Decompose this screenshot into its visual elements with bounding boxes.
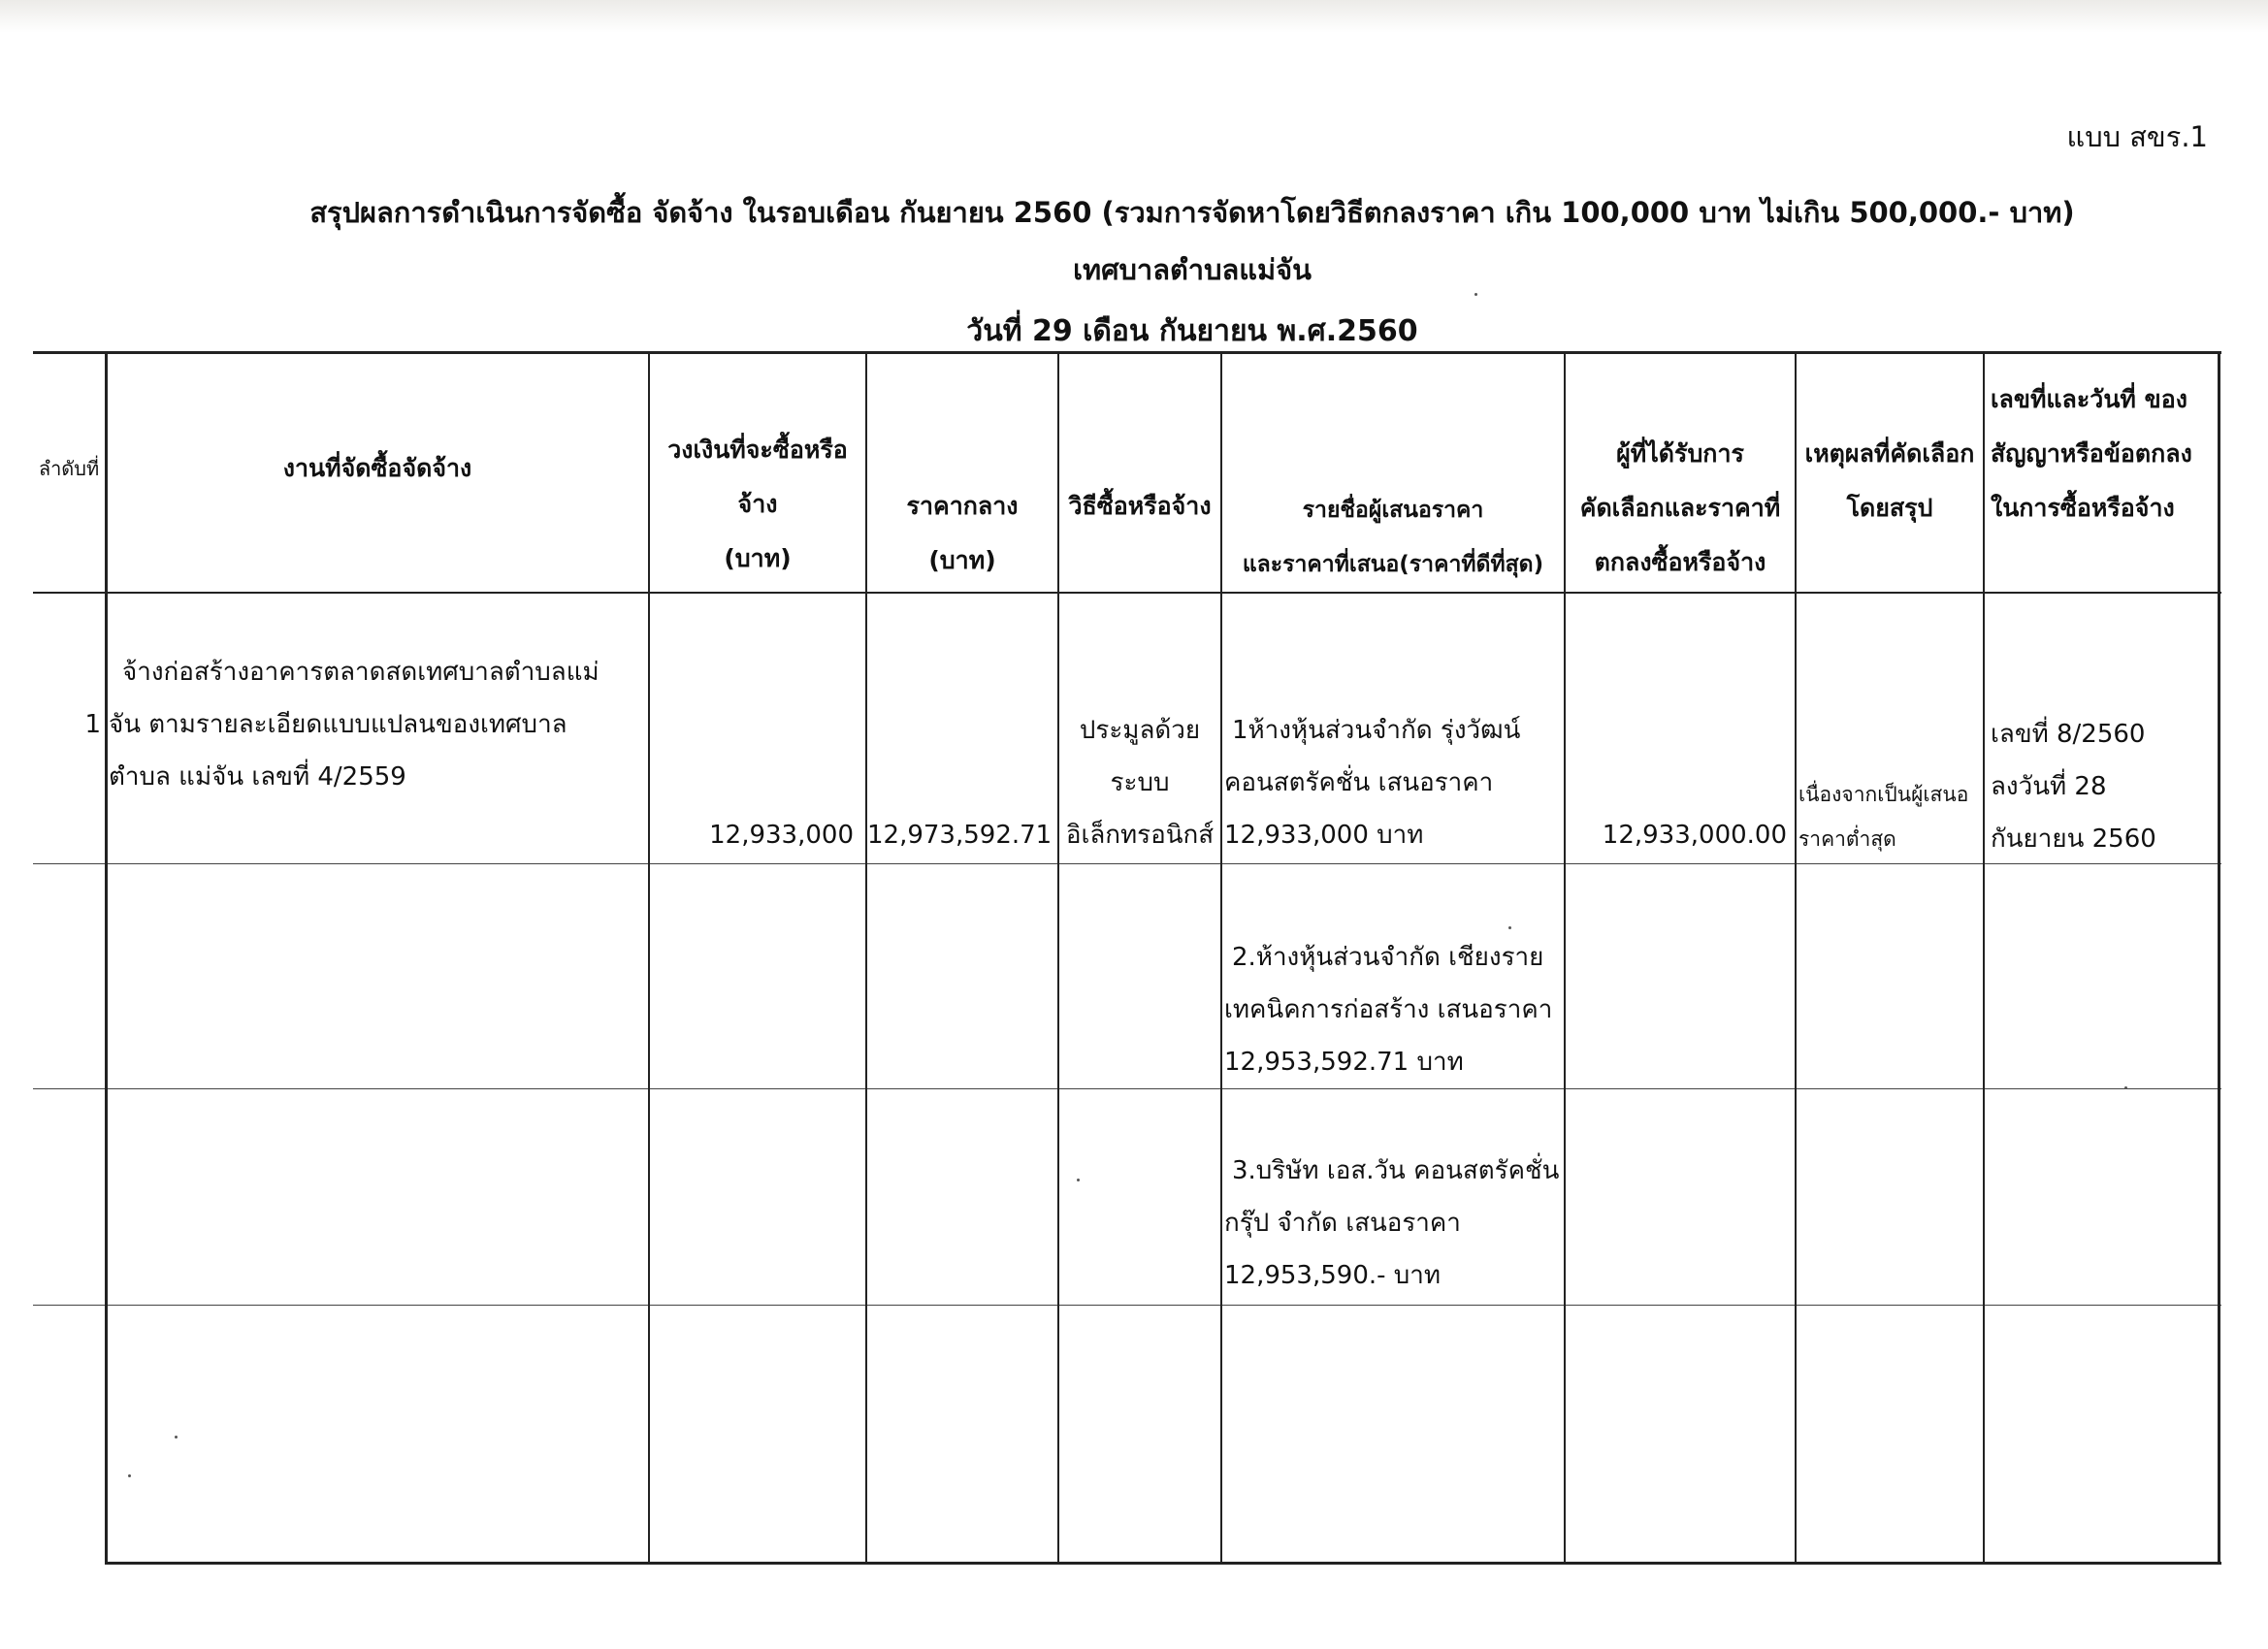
winner-price: 12,933,000.00 [1602, 821, 1787, 850]
median-price: 12,973,592.71 [867, 821, 1053, 850]
document-date: วันที่ 29 เดือน กันยายน พ.ศ.2560 [966, 314, 1418, 348]
bidder-1: 1ห้างหุ้นส่วนจำกัด รุ่งวัฒน์ คอนสตรัคชั่น เสนอราคา 12,933,000 บาท [1224, 716, 1521, 850]
organization-name: เทศบาลตำบลแม่จัน [1073, 253, 1312, 286]
contract-info: เลขที่ 8/2560 ลงวันที่ 28 กันยายน 2560 [1991, 720, 2156, 854]
scan-speck [2124, 1086, 2127, 1089]
row-divider [33, 1088, 2221, 1089]
row-divider [33, 1305, 2221, 1306]
header-contract: เลขที่และวันที่ ของ สัญญาหรือข้อตกลง ในการซื้อหรือจ้าง [1991, 385, 2192, 522]
scan-speck [175, 1436, 178, 1439]
row-divider [33, 863, 2221, 864]
scan-speck [1508, 926, 1511, 929]
table-border-right [2218, 351, 2220, 1565]
document-title: สรุปผลการดำเนินการจัดซื้อ จัดจ้าง ในรอบเดือน กันยายน 2560 (รวมการจัดหาโดยวิธีตกลงราคา เกิน 100,000 บาท ไม่เกิน 500,000.- บาท) [309, 196, 2075, 229]
procurement-work: จ้างก่อสร้างอาคารตลาดสดเทศบาลตำบลแม่ จัน ตามรายละเอียดแบบแปลนของเทศบาล ตำบล แม่จัน เลขที่ 4/2559 [109, 658, 599, 792]
budget-amount: 12,933,000 [709, 821, 854, 850]
header-winner: ผู้ที่ได้รับการ คัดเลือกและราคาที่ ตกลงซื้อหรือจ้าง [1579, 439, 1781, 576]
scan-speck [1474, 293, 1477, 296]
scan-speck [128, 1474, 131, 1477]
header-budget: วงเงินที่จะซื้อหรือ จ้าง (บาท) [667, 436, 848, 572]
scan-speck [1077, 1179, 1080, 1181]
header-divider [33, 592, 2221, 594]
header-bidders: รายชื่อผู้เสนอราคา และราคาที่เสนอ(ราคาที่ดีที่สุด) [1242, 498, 1544, 577]
form-code: แบบ สขร.1 [2066, 120, 2208, 153]
bidder-3: 3.บริษัท เอส.วัน คอนสตรัคชั่น กรุ๊ป จำกัด เสนอราคา 12,953,590.- บาท [1224, 1156, 1560, 1290]
header-reason: เหตุผลที่คัดเลือก โดยสรุป [1804, 439, 1975, 522]
bidder-2: 2.ห้างหุ้นส่วนจำกัด เชียงราย เทคนิคการก่อสร้าง เสนอราคา 12,953,592.71 บาท [1224, 943, 1553, 1077]
header-no: ลำดับที่ [38, 457, 100, 480]
selection-reason: เนื่องจากเป็นผู้เสนอ ราคาต่ำสุด [1798, 783, 1969, 851]
table-border-bottom [105, 1562, 2221, 1565]
table-border-top [33, 351, 2221, 354]
procurement-method: ประมูลด้วย ระบบ อิเล็กทรอนิกส์ [1065, 716, 1215, 850]
row-no: 1 [84, 710, 101, 739]
header-median-price: ราคากลาง (บาท) [906, 492, 1019, 574]
header-method: วิธีซื้อหรือจ้าง [1068, 492, 1212, 520]
col-line [105, 351, 108, 1565]
header-work: งานที่จัดซื้อจัดจ้าง [282, 454, 472, 482]
